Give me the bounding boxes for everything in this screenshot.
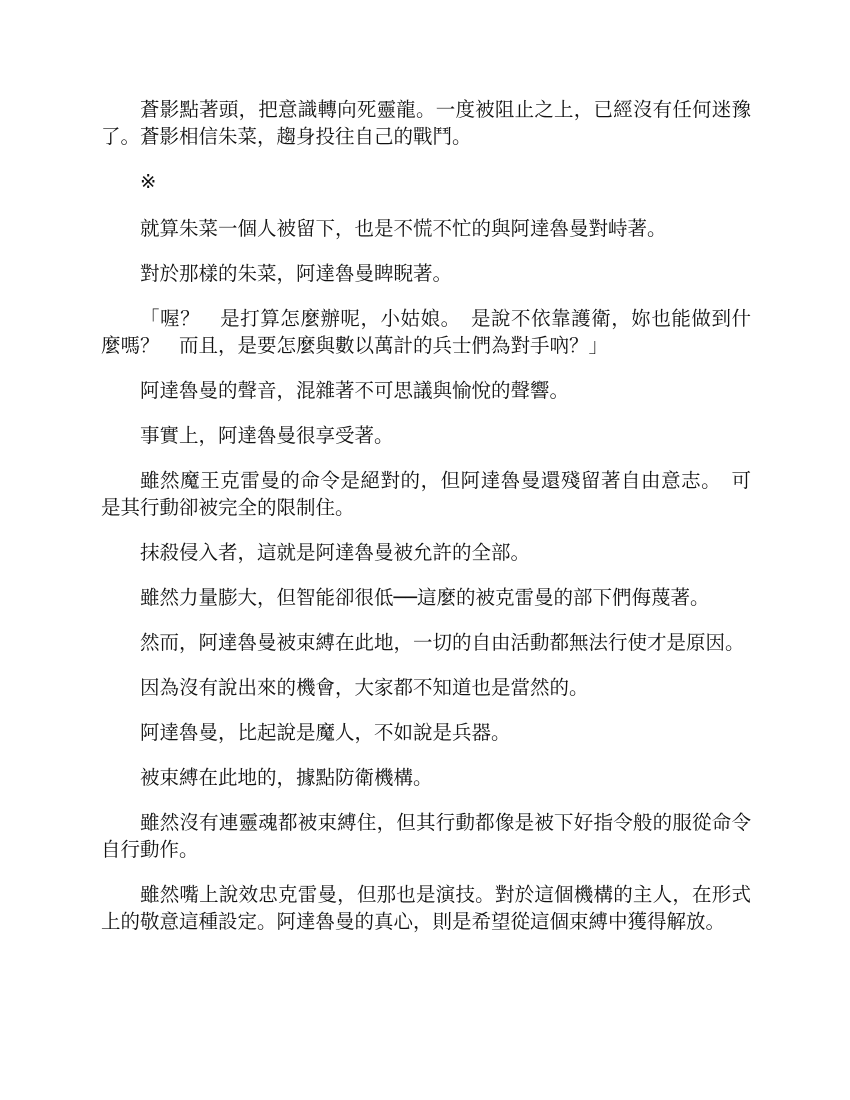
paragraph: 雖然魔王克雷曼的命令是絕對的，但阿達魯曼還殘留著自由意志。 可是其行動卻被完全的限制住。	[101, 469, 751, 519]
paragraph: 阿達魯曼的聲音，混雜著不可思議與愉悅的聲響。	[140, 379, 570, 402]
paragraph: 事實上，阿達魯曼很享受著。	[140, 424, 394, 447]
paragraph: 因為沒有說出來的機會，大家都不知道也是當然的。	[140, 676, 589, 699]
paragraph: 雖然力量膨大，但智能卻很低──這麼的被克雷曼的部下們侮蔑著。	[140, 586, 710, 609]
paragraph: 對於那樣的朱菜，阿達魯曼睥睨著。	[140, 262, 453, 285]
paragraph: 抹殺侵入者，這就是阿達魯曼被允許的全部。	[140, 541, 531, 564]
paragraph: 蒼影點著頭，把意識轉向死靈龍。一度被阻止之上，已經沒有任何迷豫了。蒼影相信朱菜，趨身投往自己的戰鬥。	[101, 98, 751, 148]
section-break-symbol: ※	[140, 170, 157, 193]
document-page	[101, 96, 751, 953]
paragraph: 雖然沒有連靈魂都被束縛住，但其行動都像是被下好指令般的服從命令自行動作。	[101, 811, 751, 861]
paragraph: 阿達魯曼，比起說是魔人，不如說是兵器。	[140, 721, 511, 744]
paragraph: 被束縛在此地的，據點防衛機構。	[140, 766, 433, 789]
dialogue-paragraph: 「喔？ 是打算怎麼辦呢，小姑娘。 是說不依靠護衛，妳也能做到什麼嗎？ 而且，是要怎麼與數以萬計的兵士們為對手吶？」	[101, 307, 751, 357]
paragraph: 然而，阿達魯曼被束縛在此地，一切的自由活動都無法行使才是原因。	[140, 631, 745, 654]
paragraph: 就算朱菜一個人被留下，也是不慌不忙的與阿達魯曼對峙著。	[140, 217, 667, 240]
paragraph: 雖然嘴上說效忠克雷曼，但那也是演技。對於這個機構的主人，在形式上的敬意這種設定。阿達魯曼的真心，則是希望從這個束縛中獲得解放。	[101, 883, 751, 933]
